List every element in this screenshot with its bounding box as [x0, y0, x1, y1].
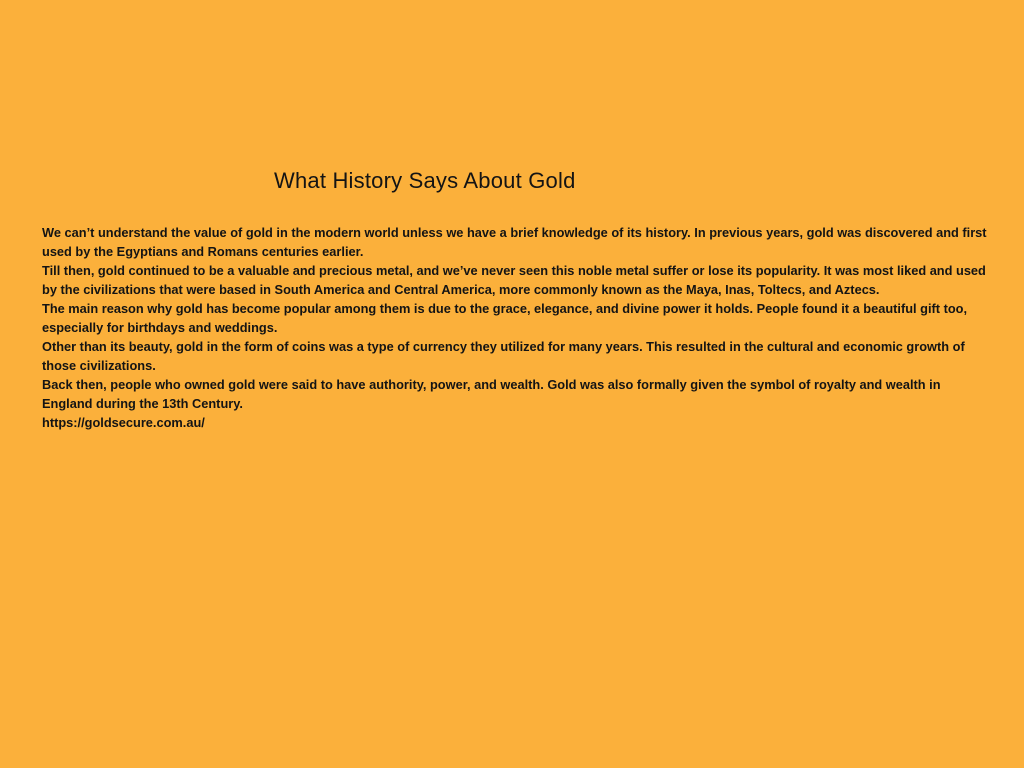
source-url: https://goldsecure.com.au/ — [42, 415, 205, 430]
paragraph-royalty: Back then, people who owned gold were said to have authority, power, and wealth. Gold was also formally given the symbol of royalty and wealth in England during the 13th Century. — [42, 377, 941, 411]
body-text — [42, 223, 990, 432]
paragraph-history-intro: We can’t understand the value of gold in the modern world unless we have a brief knowledge of its history. In previous years, gold was discovered and first used by the Egyptians and Romans centuries earlier. — [42, 225, 987, 259]
paragraph-popularity: Till then, gold continued to be a valuable and precious metal, and we’ve never seen this noble metal suffer or lose its popularity. It was most liked and used by the civilizations that were based in South America and Central America, more commonly known as the Maya, Inas, Toltecs, and Aztecs. — [42, 263, 986, 297]
slide-title: What History Says About Gold — [274, 168, 576, 193]
paragraph-reason: The main reason why gold has become popular among them is due to the grace, elegance, and divine power it holds. People found it a beautiful gift too, especially for birthdays and weddings. — [42, 301, 968, 335]
paragraph-currency: Other than its beauty, gold in the form of coins was a type of currency they utilized for many years. This resulted in the cultural and economic growth of those civilizations. — [42, 339, 965, 373]
